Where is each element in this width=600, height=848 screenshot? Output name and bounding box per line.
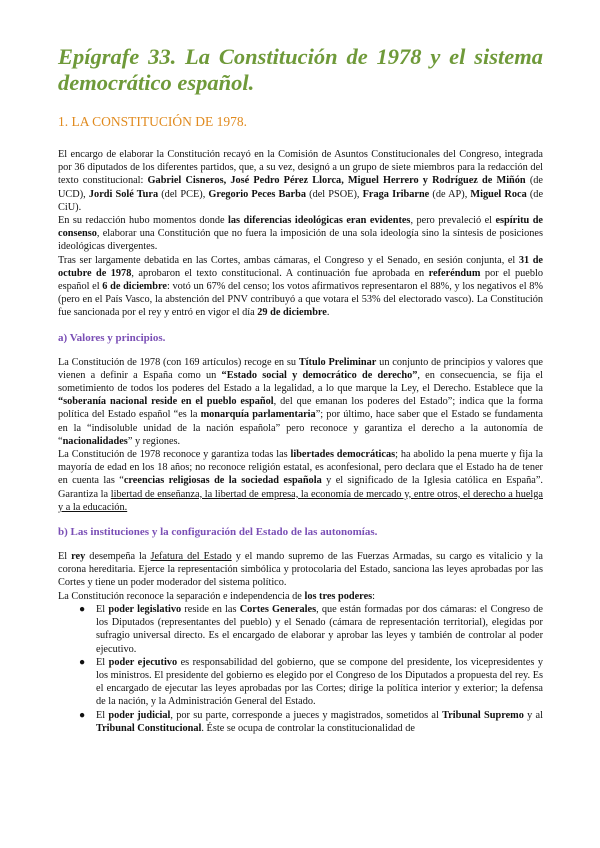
bullet-icon: ● (79, 656, 86, 668)
paragraph-libertades: La Constitución de 1978 reconoce y garantiza todas las libertades democráticas; ha abolido la pena muerte y fija la mayoría de edad en los 18 años; no reconoce religión estatal, es aconfesional, pero declara que el Estado ha de tener en cuenta las “creencias religiosas de la sociedad española y el significado de la Iglesia católica en España”. Garantiza la libertad de enseñanza, la libertad de empresa, la economía de mercado y, entre otros, el derecho a huelga y a la educación. (58, 449, 543, 513)
bullet-icon: ● (79, 603, 86, 615)
paragraph-comision: El encargo de elaborar la Constitución recayó en la Comisión de Asuntos Constitucionales del Congreso, integrada por 36 diputados de los diferentes partidos, que, a su vez, designó a un grupo de siete miembros para la redacción del texto constitucional: Gabriel Cisneros, José Pedro Pérez Llorca, Miguel Herrero y Rodríguez de Miñón (de UCD), Jordi Solé Tura (del PCE), Gregorio Peces Barba (del PSOE), Fraga Iribarne (de AP), Miguel Roca (de CiU). (58, 149, 544, 213)
bullet-icon: ● (79, 709, 86, 721)
paragraph-rey: El rey desempeña la Jefatura del Estado y el mando supremo de las Fuerzas Armadas, su cargo es vitalicio y la corona hereditaria. Ejerce la representación simbólica y protocolaria del Estado, sanciona las leyes aprobadas por las Cortes y tiene un poder moderador del sistema político. (58, 551, 543, 589)
section-heading: 1. LA CONSTITUCIÓN DE 1978. (58, 114, 247, 129)
paragraph-consenso: En su redacción hubo momentos donde las diferencias ideológicas eran evidentes, pero prevaleció el espíritu de consenso, elaborar una Constitución que no fuera la imposición de una sola ideología sino la síntesis de posiciones ideológicas divergentes. (58, 215, 543, 253)
paragraph-valores: La Constitución de 1978 (con 169 artículos) recoge en su Título Preliminar un conjunto de principios y valores que vienen a definir a España como un “Estado social y democrático de derecho”, en consecuencia, se fija el sometimiento de todos los poderes del Estado a la legalidad, a lo que marque la Ley, el Derecho. Establece que la “soberanía nacional reside en el pueblo español, del que emanan los poderes del Estado”; indica que la forma política del Estado español “es la monarquía parlamentaria”; por último, hace saber que el Estado se fundamenta en la “indisoluble unidad de la nación española” pero reconoce y garantiza el derecho a la autonomía de “nacionalidades” y regiones. (58, 356, 543, 447)
list-item-judicial: ● El poder judicial, por su parte, corresponde a jueces y magistrados, sometidos al Tribunal Supremo y al Tribunal Constitucional. Éste se ocupa de controlar la constitucionalidad de (79, 709, 543, 734)
powers-list (58, 603, 543, 735)
paragraph-aprobacion: Tras ser largamente debatida en las Cortes, ambas cámaras, el Congreso y el Senado, en sesión conjunta, el 31 de octubre de 1978, aprobaron el texto constitucional. A continuación fue aprobada en referéndum por el pueblo español el 6 de diciembre: votó un 67% del censo; los votos afirmativos representaron el 88%, y los negativos el 8% (pero en el País Vasco, la abstención del PNV contribuyó a que votara el 53% del electorado vasco). La Constitución fue sancionada por el rey y entró en vigor el día 29 de diciembre. (58, 254, 544, 319)
subheading-instituciones: b) Las instituciones y la configuración del Estado de las autonomías. (58, 526, 378, 539)
list-item-ejecutivo: ● El poder ejecutivo es responsabilidad del gobierno, que se compone del presidente, los vicepresidentes y los ministros. El presidente del gobierno es elegido por el Congreso de los Diputados a propuesta del rey. Es el encargado de ejecutar las leyes aprobadas por las Cortes; dirige la política interior y exterior; la defensa de la nación, y la Administración General del Estado. (79, 656, 543, 708)
document-title: Epígrafe 33. La Constitución de 1978 y el sistema democrático español. (58, 44, 543, 95)
document-page (58, 44, 543, 735)
paragraph-poderes: La Constitución reconoce la separación e independencia de los tres poderes: (58, 590, 376, 602)
list-item-legislativo: ● El poder legislativo reside en las Cortes Generales, que están formadas por dos cámaras: el Congreso de los Diputados (representantes del pueblo) y el Senado (cámara de representación territorial), elegidas por sufragio universal directo. Es el encargado de elaborar y aprobar las leyes y también de controlar al poder ejecutivo. (79, 603, 543, 655)
subheading-valores: a) Valores y principios. (58, 331, 166, 344)
